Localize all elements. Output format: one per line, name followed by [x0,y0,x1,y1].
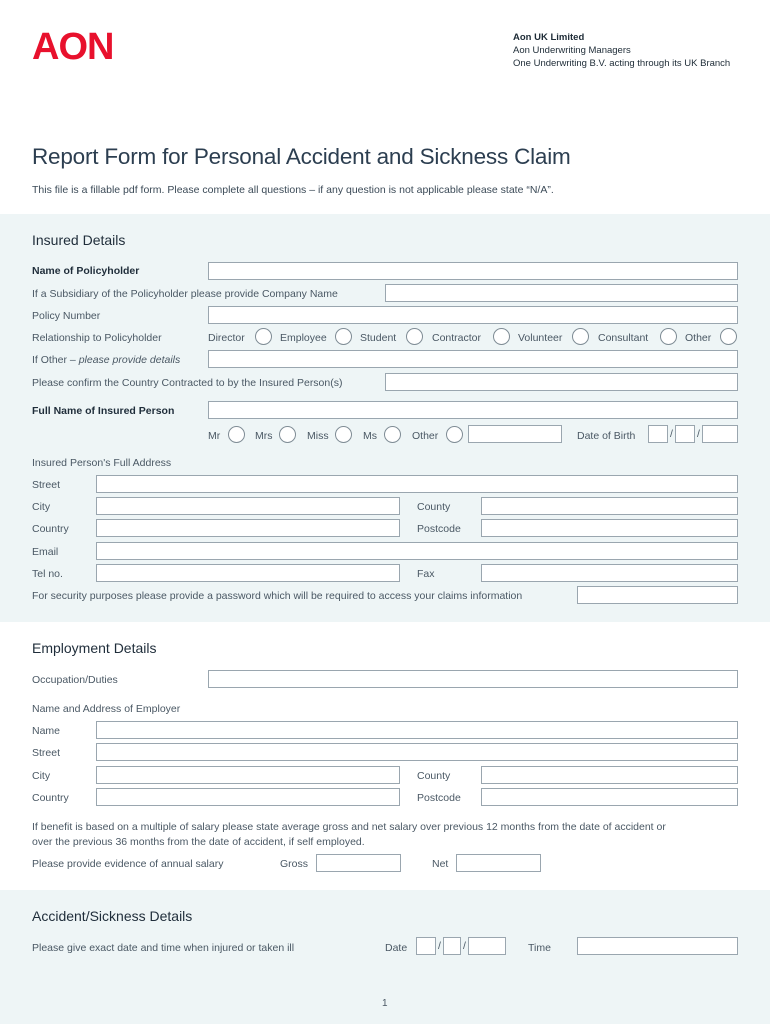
aon-logo: AON [32,26,114,68]
exact-date-label: Please give exact date and time when injured or taken ill [32,942,295,954]
relationship-option-consultant: Consultant [598,332,649,344]
policyholder-name-input[interactable] [208,262,738,280]
email-label: Email [32,546,59,558]
security-label: For security purposes please provide a password which will be required to access your claims information [32,590,523,602]
relationship-option-contractor: Contractor [432,332,482,344]
county-label: County [417,501,451,513]
relationship-label: Relationship to Policyholder [32,332,162,344]
employer-address-label: Name and Address of Employer [32,703,181,715]
relationship-option-employee: Employee [280,332,327,344]
policyholder-name-label: Name of Policyholder [32,265,140,277]
if-other-text: If Other – [32,354,79,366]
date-of-birth-label: Date of Birth [577,430,636,442]
employer-city-label: City [32,770,51,782]
fax-input[interactable] [481,564,738,582]
accident-slash-1: / [438,940,441,952]
county-input[interactable] [481,497,738,515]
intro-text: This file is a fillable pdf form. Please complete all questions – if any question is not applicable please state “N/A”. [32,184,554,196]
policy-number-input[interactable] [208,306,738,324]
salary-evidence-label: Please provide evidence of annual salary [32,858,224,870]
subsidiary-input[interactable] [385,284,738,302]
ms-radio[interactable] [384,426,401,443]
employer-postcode-label: Postcode [417,792,461,804]
salary-note-line-2: over the previous 36 months from the date of accident, if self employed. [32,836,365,848]
accident-time-input[interactable] [577,937,738,955]
accident-year-input[interactable] [468,937,506,955]
tel-input[interactable] [96,564,400,582]
if-other-label [32,354,180,366]
other-relationship-radio[interactable] [720,328,737,345]
employer-name-input[interactable] [96,721,738,739]
dob-slash-2: / [697,428,700,440]
title-miss-label: Miss [307,430,329,442]
volunteer-radio[interactable] [572,328,589,345]
tel-label: Tel no. [32,568,63,580]
occupation-label: Occupation/Duties [32,674,118,686]
gross-salary-input[interactable] [316,854,401,872]
accident-slash-2: / [463,940,466,952]
fax-label: Fax [417,568,435,580]
employer-street-label: Street [32,747,61,759]
street-input[interactable] [96,475,738,493]
mr-radio[interactable] [228,426,245,443]
accident-date-label: Date [385,942,408,954]
relationship-option-student: Student [360,332,397,344]
employment-details-heading: Employment Details [32,640,157,656]
dob-year-input[interactable] [702,425,738,443]
student-radio[interactable] [406,328,423,345]
title-mr-label: Mr [208,430,221,442]
other-title-input[interactable] [468,425,562,443]
net-salary-input[interactable] [456,854,541,872]
gross-label: Gross [280,858,309,870]
accident-month-input[interactable] [443,937,461,955]
postcode-label: Postcode [417,523,461,535]
company-name: Aon UK Limited [513,32,585,43]
employer-street-input[interactable] [96,743,738,761]
postcode-input[interactable] [481,519,738,537]
page-number: 1 [382,998,388,1009]
dob-slash-1: / [670,428,673,440]
employer-county-label: County [417,770,451,782]
employer-postcode-input[interactable] [481,788,738,806]
other-title-radio[interactable] [446,426,463,443]
dob-day-input[interactable] [648,425,668,443]
employer-country-input[interactable] [96,788,400,806]
accident-details-heading: Accident/Sickness Details [32,908,193,924]
page-title: Report Form for Personal Accident and Sickness Claim [32,144,571,169]
miss-radio[interactable] [335,426,352,443]
contractor-radio[interactable] [493,328,510,345]
consultant-radio[interactable] [660,328,677,345]
employer-name-label: Name [32,725,61,737]
relationship-option-director: Director [208,332,245,344]
full-name-input[interactable] [208,401,738,419]
policy-number-label: Policy Number [32,310,101,322]
director-radio[interactable] [255,328,272,345]
accident-time-label: Time [528,942,551,954]
relationship-option-other: Other [685,332,712,344]
salary-note-line-1: If benefit is based on a multiple of salary please state average gross and net salary over previous 12 months from the date of accident or [32,821,666,833]
full-address-label: Insured Person's Full Address [32,457,172,469]
city-input[interactable] [96,497,400,515]
employer-city-input[interactable] [96,766,400,784]
title-ms-label: Ms [363,430,377,442]
subsidiary-label: If a Subsidiary of the Policyholder please provide Company Name [32,288,338,300]
employer-county-input[interactable] [481,766,738,784]
if-other-italic: please provide details [78,354,181,366]
company-line-2: Aon Underwriting Managers [513,45,631,56]
dob-month-input[interactable] [675,425,695,443]
password-input[interactable] [577,586,738,604]
employee-radio[interactable] [335,328,352,345]
country-input[interactable] [96,519,400,537]
city-label: City [32,501,51,513]
insured-details-heading: Insured Details [32,232,126,248]
occupation-input[interactable] [208,670,738,688]
title-other-label: Other [412,430,439,442]
company-line-3: One Underwriting B.V. acting through its UK Branch [513,58,731,69]
employer-country-label: Country [32,792,69,804]
company-block [513,31,730,70]
country-contracted-input[interactable] [385,373,738,391]
relationship-option-volunteer: Volunteer [518,332,563,344]
country-label: Country [32,523,69,535]
full-name-label: Full Name of Insured Person [32,405,175,417]
country-contracted-label: Please confirm the Country Contracted to by the Insured Person(s) [32,377,343,389]
other-details-input[interactable] [208,350,738,368]
mrs-radio[interactable] [279,426,296,443]
email-input[interactable] [96,542,738,560]
accident-day-input[interactable] [416,937,436,955]
net-label: Net [432,858,449,870]
title-mrs-label: Mrs [255,430,273,442]
street-label: Street [32,479,61,491]
